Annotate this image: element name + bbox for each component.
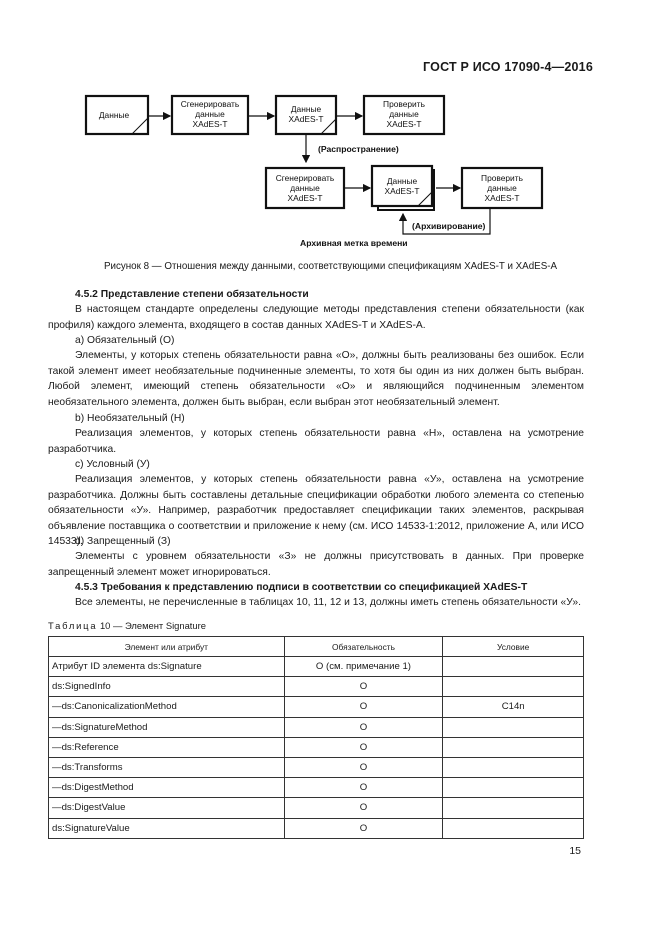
box-generate-1-line-3: XAdES-T bbox=[192, 119, 228, 129]
section-452-intro: В настоящем стандарте определены следующие методы представления степени обязательности (как профиля) каждого элемента, входящего в состав данных XAdES-T и XAdES-A. bbox=[48, 304, 584, 331]
cell-element: ds:SignedInfo bbox=[49, 677, 285, 697]
figure-caption: Рисунок 8 — Отношения между данными, соответствующими спецификациям XAdES-T и XAdES-A bbox=[103, 261, 558, 272]
table-row bbox=[49, 697, 584, 717]
cell-condition bbox=[443, 677, 584, 697]
cell-condition: C14n bbox=[443, 697, 584, 717]
section-453-heading: 4.5.3 Требования к представлению подписи в соответствии со спецификацией XAdES-T bbox=[75, 582, 528, 593]
label-archive-timestamp: Архивная метка времени bbox=[300, 238, 408, 248]
box-generate-2 bbox=[266, 168, 344, 208]
cell-condition bbox=[443, 798, 584, 818]
cell-obligation: О bbox=[284, 798, 443, 818]
section-453-text: Все элементы, не перечисленные в таблицах 10, 11, 12 и 13, должны иметь степень обязательности «У». bbox=[75, 597, 581, 608]
box-verify-1-line-1: Проверить bbox=[383, 99, 425, 109]
box-generate-2-line-1: Сгенерировать bbox=[275, 173, 335, 183]
cell-element: —ds:Reference bbox=[49, 737, 285, 757]
box-generate-1 bbox=[172, 96, 248, 134]
cell-obligation: О bbox=[284, 737, 443, 757]
section-452-heading: 4.5.2 Представление степени обязательности bbox=[75, 289, 309, 300]
box-generate-2-line-2: данные bbox=[290, 183, 320, 193]
label-archiving: (Архивирование) bbox=[412, 221, 486, 231]
item-a-text: Элементы, у которых степень обязательности равна «О», должны быть реализованы без ошибок. Если такой элемент имеет необязательные подчиненные элементы, то хотя бы один из них должен быть выбран. Любой элемент, имеющий степень обязательности «О» и являющийся подчиненным элементом необязательного элемента, должен быть выбран, если выбран этот необязательный элемент. bbox=[48, 350, 584, 408]
cell-condition bbox=[443, 818, 584, 838]
table-row bbox=[49, 818, 584, 838]
item-c-text: Реализация элементов, у которых степень обязательности равна «У», оставлена на усмотрение разработчика. Должны быть составлены детальные спецификации обработки любого элемента со степенью обязательности «У». Например, разработчик предоставляет спецификации таких элементов, раскрывая объявление поставщика о соответствии и приложение к нему (см. ИСО 14533-1:2012, приложение А, или ИСО 14533). bbox=[48, 474, 584, 548]
cell-obligation: О bbox=[284, 717, 443, 737]
item-d-title: d) Запрещенный (З) bbox=[75, 536, 171, 547]
table-row bbox=[49, 757, 584, 777]
header-obligation: Обязательность bbox=[284, 637, 443, 657]
cell-element: —ds:CanonicalizationMethod bbox=[49, 697, 285, 717]
cell-element: Атрибут ID элемента ds:Signature bbox=[49, 657, 285, 677]
item-b-text: Реализация элементов, у которых степень обязательности равна «Н», оставлена на усмотрение разработчика. bbox=[48, 428, 584, 455]
box-xades-t-data-2-line-2: XAdES-T bbox=[384, 186, 420, 196]
box-xades-t-data-1-line-2: XAdES-T bbox=[288, 114, 324, 124]
data-relationship-diagram bbox=[0, 0, 661, 260]
cell-obligation: О (см. примечание 1) bbox=[284, 657, 443, 677]
box-verify-1-line-3: XAdES-T bbox=[386, 119, 422, 129]
cell-element: —ds:Transforms bbox=[49, 757, 285, 777]
box-generate-2-line-3: XAdES-T bbox=[287, 193, 323, 203]
cell-condition bbox=[443, 717, 584, 737]
box-verify-2-line-3: XAdES-T bbox=[484, 193, 520, 203]
item-c-title: c) Условный (У) bbox=[75, 459, 150, 470]
box-generate-1-line-2: данные bbox=[195, 109, 225, 119]
page-header: ГОСТ Р ИСО 17090-4—2016 bbox=[423, 60, 593, 74]
box-data bbox=[86, 96, 148, 134]
box-xades-t-data-1-line-1: Данные bbox=[290, 104, 322, 114]
cell-obligation: О bbox=[284, 697, 443, 717]
label-distribution: (Распространение) bbox=[318, 144, 399, 154]
signature-element-table bbox=[48, 636, 584, 839]
box-verify-2-line-2: данные bbox=[487, 183, 517, 193]
table-row bbox=[49, 798, 584, 818]
box-xades-t-data-2-line-1: Данные bbox=[386, 176, 418, 186]
box-xades-t-data-1 bbox=[276, 96, 336, 134]
table-caption-prefix: Таблица bbox=[48, 620, 98, 631]
cell-element: ds:SignatureValue bbox=[49, 818, 285, 838]
cell-condition bbox=[443, 657, 584, 677]
cell-element: —ds:SignatureMethod bbox=[49, 717, 285, 737]
cell-obligation: О bbox=[284, 677, 443, 697]
cell-obligation: О bbox=[284, 778, 443, 798]
box-data-line-1: Данные bbox=[98, 110, 130, 120]
cell-obligation: О bbox=[284, 757, 443, 777]
table-header-row bbox=[49, 637, 584, 657]
header-condition: Условие bbox=[443, 637, 584, 657]
table-row bbox=[49, 717, 584, 737]
box-generate-1-line-1: Сгенерировать bbox=[180, 99, 240, 109]
table-row bbox=[49, 737, 584, 757]
cell-condition bbox=[443, 737, 584, 757]
table-row bbox=[49, 657, 584, 677]
header-element: Элемент или атрибут bbox=[49, 637, 285, 657]
box-verify-1 bbox=[364, 96, 444, 134]
box-verify-1-line-2: данные bbox=[389, 109, 419, 119]
cell-element: —ds:DigestMethod bbox=[49, 778, 285, 798]
cell-obligation: О bbox=[284, 818, 443, 838]
cell-element: —ds:DigestValue bbox=[49, 798, 285, 818]
item-b-title: b) Необязательный (Н) bbox=[75, 413, 185, 424]
table-row bbox=[49, 778, 584, 798]
item-d-text: Элементы с уровнем обязательности «З» не должны присутствовать в данных. При проверке запрещенный элемент может игнорироваться. bbox=[48, 551, 584, 578]
cell-condition bbox=[443, 757, 584, 777]
table-caption bbox=[48, 620, 206, 631]
box-verify-2-line-1: Проверить bbox=[481, 173, 523, 183]
cell-condition bbox=[443, 778, 584, 798]
box-verify-2 bbox=[462, 168, 542, 208]
table-row bbox=[49, 677, 584, 697]
page-number: 15 bbox=[569, 845, 581, 857]
item-a-title: а) Обязательный (О) bbox=[75, 335, 175, 346]
box-xades-t-data-2 bbox=[372, 166, 434, 210]
table-caption-title: 10 — Элемент Signature bbox=[99, 620, 206, 631]
